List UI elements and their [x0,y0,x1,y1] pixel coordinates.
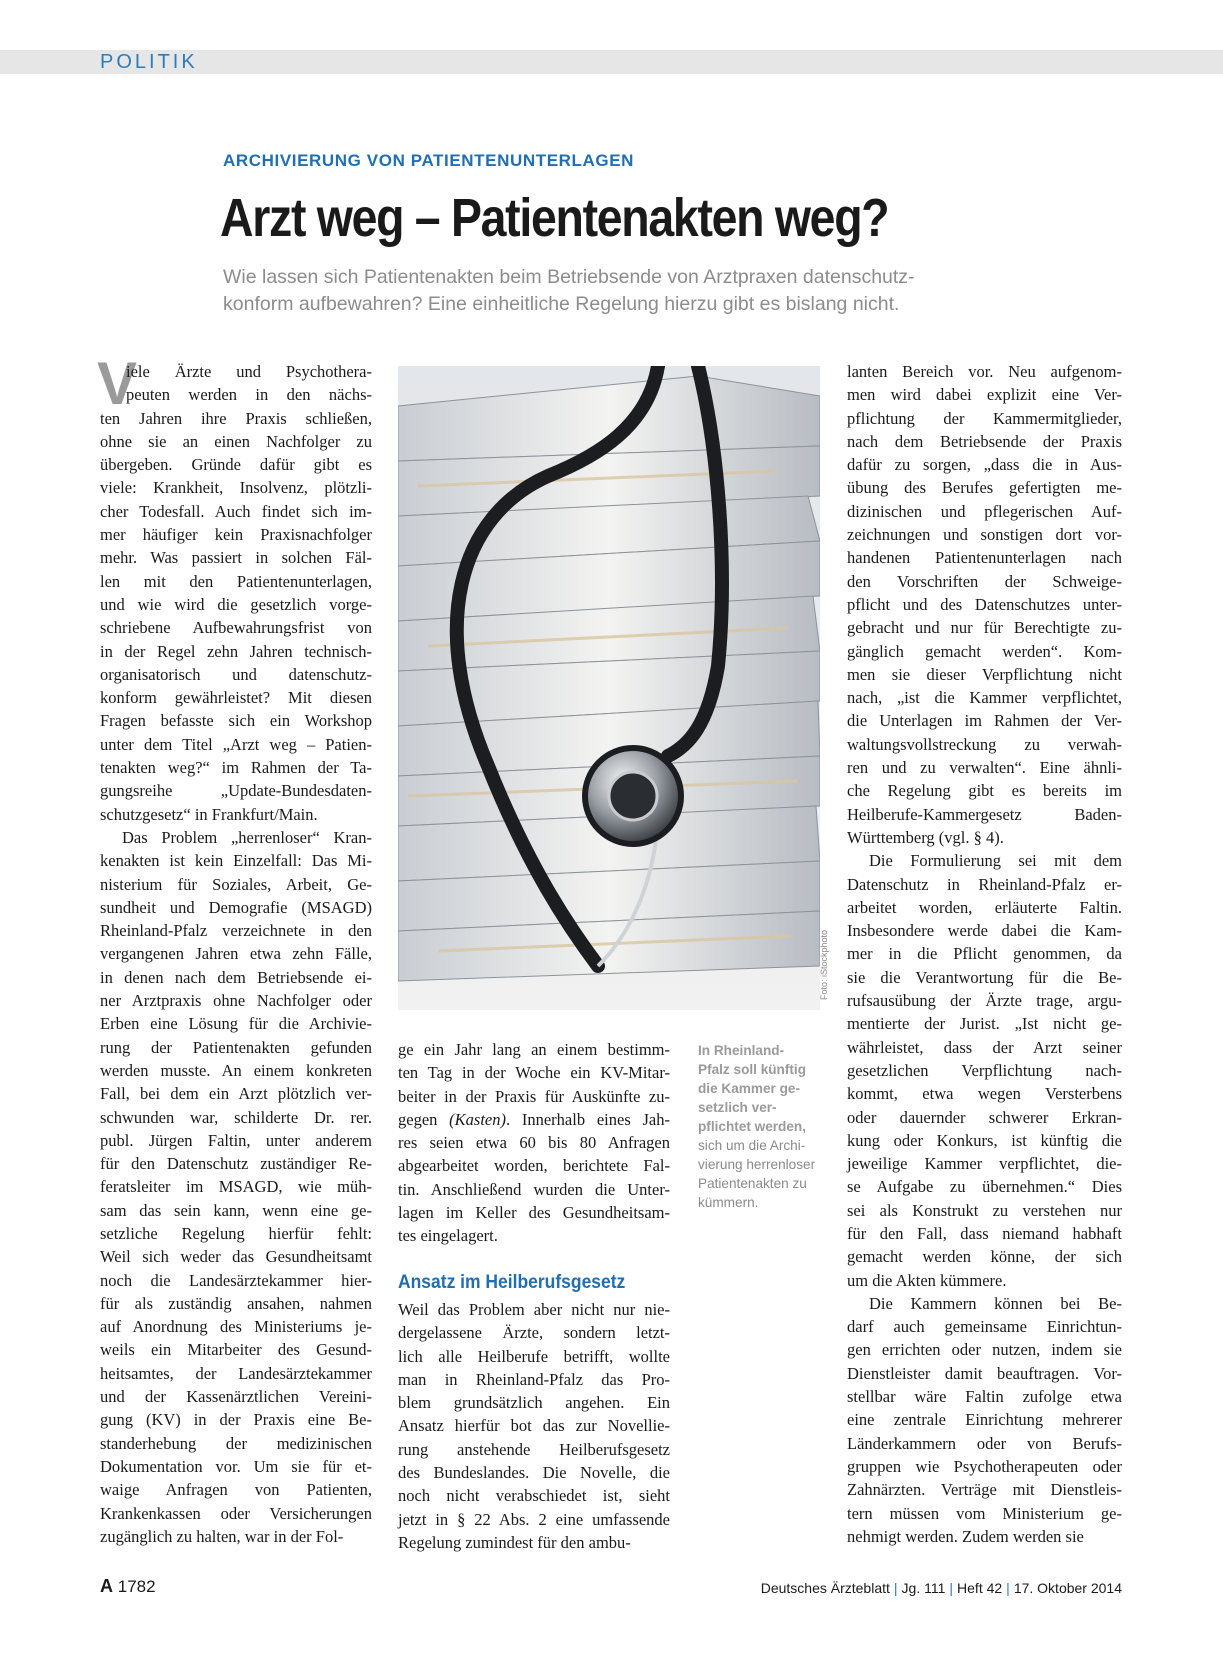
text-line: lagen im Keller des Gesundheitsam- [398,1203,670,1223]
text-line: noch nicht verabschiedet ist, sieht [398,1486,670,1506]
text-line: Dokumentation vor. Um sie für et- [100,1456,372,1476]
text-line: Zahnärzten. Verträge mit Dienstleis- [847,1480,1122,1500]
journal-footer: Deutsches Ärzteblatt | Jg. 111 | Heft 42 | 17. Oktober 2014 [760,1580,1122,1596]
text-line: und wie wird die gesetzlich vorge- [100,594,372,614]
text-line: Länderkammern oder von Berufs- [847,1433,1122,1453]
journal-date: 17. Oktober 2014 [1013,1580,1122,1596]
text-line: organisatorisch und datenschutz- [100,664,372,684]
text-line: zugänglich zu halten, war in der Fol- [100,1526,344,1546]
text-line: mehr. Was passiert in solchen Fäl- [100,548,372,568]
article-photo [398,366,820,1010]
text-line: ohne sie an einen Nachfolger zu [100,431,372,451]
text-line: dizinischen und pflegerischen Auf- [847,501,1122,521]
section-subheading: Ansatz im Heilberufsgesetz [398,1272,626,1293]
text-line: werden musste. An einem konkreten [100,1060,372,1080]
page-number-value: 1782 [117,1577,156,1596]
section-label: POLITIK [100,51,198,73]
caption-line: vierung herrenloser [698,1157,816,1172]
caption-line: pflichtet werden, [698,1119,807,1134]
text-line: des Bundeslandes. Die Novelle, die [398,1463,670,1483]
text-line: len mit den Patientenunterlagen, [100,571,372,591]
caption-line: In Rheinland- [698,1043,785,1058]
text-line: pflicht und des Datenschutzes unter- [847,594,1122,614]
text-line: nach, „ist die Kammer verpflichtet, [847,688,1122,708]
text-line: dafür zu sorgen, „dass die in Aus- [847,455,1122,475]
text-line: für den Datenschutz zuständiger Re- [100,1154,372,1174]
files-stethoscope-illustration [398,366,820,1010]
text-line: Krankenkassen oder Versicherungen [100,1503,372,1523]
page-prefix: A [100,1576,113,1596]
text-line: Datenschutz in Rheinland-Pfalz er- [847,874,1122,894]
text-line: übung des Berufes gefertigten me- [847,478,1122,498]
text-line: beiter in der Praxis für Auskünfte zu- [398,1086,670,1106]
text-line: publ. Jürgen Faltin, unter anderem [100,1130,372,1150]
text-line: lanten Bereich vor. Neu aufgenom- [847,362,1122,381]
text-line: Dienstleister damit beauftragen. Vor- [847,1363,1122,1383]
text-line: Württemberg (vgl. § 4). [847,827,1004,847]
text-line: Die Formulierung sei mit dem [869,851,1122,871]
caption-line: Pfalz soll künftig [698,1062,806,1077]
text-line: gebracht und nur für Berechtigte zu- [847,618,1122,638]
caption-line: die Kammer ge- [698,1081,800,1096]
body-column-2-continued [398,1298,670,1554]
article-lead [223,264,1083,318]
text-line: jeweilige Kammer verpflichtet, die- [847,1154,1122,1174]
text-line: tin. Anschließend wurden die Unter- [398,1179,670,1199]
text-line: rufsausübung der Ärzte trage, argu- [847,991,1122,1011]
page-number [100,1576,156,1597]
text-line: sei als Konstrukt zu verstehen nur [847,1200,1122,1220]
text-line: vergangenen Jahren etwa zehn Fälle, [100,944,372,964]
text-line: Erben eine Lösung für die Archivie- [100,1014,372,1034]
text-line: zeichnungen und sonstigen dort vor- [847,525,1122,545]
text-line: Heilberufe-Kammergesetz Baden- [847,804,1122,824]
text-line: lich alle Heilberufe betrifft, wollte [398,1346,670,1366]
text-line: tern müssen vom Ministerium ge- [847,1503,1122,1523]
text-line: konform gewährleistet? Mit diesen [100,688,372,708]
text-line: res seien etwa 60 bis 80 Anfragen [398,1133,670,1153]
text-line: für als zuständig ansahen, nahmen [100,1293,372,1313]
text-line: gung (KV) in der Praxis eine Be- [100,1410,372,1430]
text-line: schutzgesetz“ in Frankfurt/Main. [100,804,318,824]
text-line: nach dem Betriebsende der Praxis [847,431,1122,451]
text-line: Insbesondere werde dabei die Kam- [847,921,1122,941]
text-line: sie die Verantwortung für die Be- [847,967,1122,987]
body-column-3 [847,360,1122,1548]
text-line: mer in die Pflicht genommen, da [847,944,1122,964]
text-line: viele: Krankheit, Insolvenz, plötzli- [100,478,372,498]
article-kicker: ARCHIVIERUNG VON PATIENTENUNTERLAGEN [223,151,635,170]
text-line: gungsreihe „Update-Bundesdaten- [100,781,372,801]
journal-name: Deutsches Ärzteblatt [760,1580,890,1596]
text-line: gesetzlichen Verpflichtung nach- [847,1060,1122,1080]
text-line: cher Todesfall. Auch findet sich im- [100,501,372,521]
text-line: nehmigt werden. Zudem werden sie [847,1526,1084,1546]
text-line: um die Akten kümmere. [847,1270,1007,1290]
text-line: schriebene Aufbewahrungsfrist von [100,618,372,638]
text-line: währleistet, dass der Arzt seiner [847,1037,1122,1057]
text-line: jetzt in § 22 Abs. 2 eine umfassende [398,1509,670,1529]
text-line: ner Arztpraxis ohne Nachfolger oder [100,991,372,1011]
photo-caption [698,1041,828,1212]
text-line: men sie dieser Verpflichtung nicht [847,664,1122,684]
text-line: sam das sein kann, wenn eine ge- [100,1200,372,1220]
text-line: rung anstehende Heilberufsgesetz [398,1439,670,1459]
lead-line: konform aufbewahren? Eine einheitliche Regelung hierzu gibt es bislang nicht. [223,293,900,315]
text-line: handenen Patientenunterlagen nach [847,548,1122,568]
journal-volume: Jg. 111 [901,1580,946,1596]
caption-line: kümmern. [698,1195,759,1210]
text-line: mer häufiger kein Praxisnachfolger [100,525,372,545]
text-line: Die Kammern können bei Be- [869,1293,1122,1313]
body-column-2 [398,1038,670,1248]
text-line: abgearbeitet worden, berichtete Fal- [398,1156,670,1176]
text-line: ten Tag in der Woche ein KV-Mitar- [398,1063,670,1083]
caption-line: setzlich ver- [698,1100,777,1115]
text-line: Weil sich weder das Gesundheitsamt [100,1247,372,1267]
text-line: eine zentrale Einrichtung mehrerer [847,1410,1122,1430]
text-line: Ansatz hierfür bot das zur Novellie- [398,1416,670,1436]
text-line: oder dauernder schwerer Erkran- [847,1107,1122,1127]
text-line: Das Problem „herrenloser“ Kran- [122,827,372,847]
text-line: übergeben. Gründe dafür gibt es [100,455,372,475]
body-column-1 [100,360,372,1548]
lead-line: Wie lassen sich Patientenakten beim Betriebsende von Arztpraxen datenschutz- [223,266,915,288]
text-line: dergelassene Ärzte, sondern letzt- [398,1323,670,1343]
text-line: tenakten weg?“ im Rahmen der Ta- [100,758,372,778]
text-line: noch die Landesärztekammer hier- [100,1270,372,1290]
text-line: gruppen wie Psychotherapeuten oder [847,1456,1122,1476]
text-line: setzliche Regelung hierfür fehlt: [100,1223,372,1243]
text-line: gegen (Kasten). Innerhalb eines Jah- [398,1109,670,1129]
text-line: ten Jahren ihre Praxis schließen, [100,408,372,428]
text-line: kommt, etwa wegen Versterbens [847,1084,1122,1104]
text-line: arbeitet worden, erläuterte Faltin. [847,897,1122,917]
text-line: für den Fall, dass niemand habhaft [847,1223,1122,1243]
text-line: sundheit und Demografie (MSAGD) [100,897,372,917]
text-line: Regelung zumindest für den ambu- [398,1532,631,1552]
text-line: und der Kassenärztlichen Vereini- [100,1387,372,1407]
caption-line: sich um die Archi- [698,1138,806,1153]
text-line: in denen nach dem Betriebsende ei- [100,967,372,987]
text-line: stellbar wäre Faltin zufolge etwa [847,1387,1122,1407]
text-line: kenakten ist kein Einzelfall: Das Mi- [100,851,372,871]
text-line: den Vorschriften der Schweige- [847,571,1122,591]
text-line: waltungsvollstreckung zu verwah- [847,734,1122,754]
text-line: auf Anordnung des Ministeriums je- [100,1317,372,1337]
text-line: gen errichten oder nutzen, indem sie [847,1340,1122,1360]
text-line: blem grundsätzlich angehen. Ein [398,1393,670,1413]
text-line: men wird dabei explizit eine Ver- [847,385,1122,405]
text-line: pflichtung der Kammermitglieder, [847,408,1122,428]
text-line: gänglich gemacht werden“. Kom- [847,641,1122,661]
text-line: weils ein Mitarbeiter des Gesund- [100,1340,372,1360]
text-line: waige Anfragen von Patienten, [100,1480,372,1500]
text-line: Fragen befasste sich ein Workshop [100,711,372,731]
article-headline: Arzt weg – Patientenakten weg? [220,188,889,248]
text-line: man in Rheinland-Pfalz das Pro- [398,1369,670,1389]
text-line: gemacht werden könne, der sich [847,1247,1122,1267]
text-line: die Unterlagen im Rahmen der Ver- [847,711,1122,731]
text-line: che Regelung gibt es bereits im [847,781,1122,801]
text-line: standerhebung der medizinischen [100,1433,372,1453]
text-line: schwunden war, schilderte Dr. rer. [100,1107,372,1127]
journal-issue: Heft 42 [957,1580,1003,1596]
text-line: darf auch gemeinsame Einrichtun- [847,1317,1122,1337]
text-line: se Aufgabe zu übernehmen.“ Dies [847,1177,1122,1197]
text-line: Fall, bei dem ein Arzt plötzlich ver- [100,1084,372,1104]
text-line: ge ein Jahr lang an einem bestimm- [398,1040,670,1059]
text-line: tes eingelagert. [398,1226,498,1246]
text-line: kung oder Konkurs, ist künftig die [847,1130,1122,1150]
text-line: iele Ärzte und Psychothera- [126,362,372,381]
text-line: peuten werden in den nächs- [126,385,372,405]
text-line: in der Regel zehn Jahren technisch- [100,641,372,661]
text-line: ren und zu verwalten“. Eine ähnli- [847,758,1122,778]
text-line: Weil das Problem aber nicht nur nie- [398,1300,670,1319]
photo-credit: Foto: iStockphoto [819,929,829,1000]
caption-line: Patientenakten zu [698,1176,807,1191]
text-line: nisterium für Soziales, Arbeit, Ge- [100,874,372,894]
text-line: unter dem Titel „Arzt weg – Patien- [100,734,372,754]
text-line: rung der Patientenakten gefunden [100,1037,372,1057]
text-line: heitsamtes, der Landesärztekammer [100,1363,372,1383]
drop-cap: V [97,350,138,417]
text-line: feratsleiter im MSAGD, wie müh- [100,1177,372,1197]
text-line: Rheinland-Pfalz verzeichnete in den [100,921,372,941]
text-line: mentierte der Jurist. „Ist nicht ge- [847,1014,1122,1034]
